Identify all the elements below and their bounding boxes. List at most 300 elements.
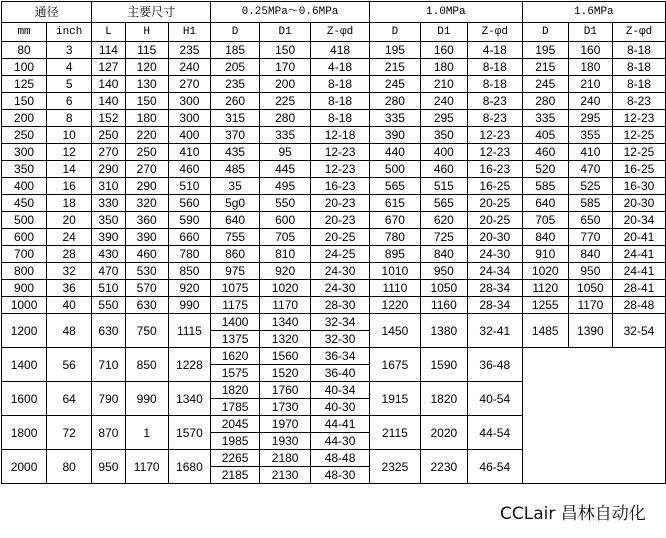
table-cell: 1175: [211, 297, 260, 314]
table-cell: 270: [168, 76, 210, 93]
table-cell: 32-34: [311, 314, 370, 331]
table-cell: 360: [125, 212, 168, 229]
table-cell: 410: [168, 144, 210, 161]
table-cell: 445: [260, 161, 311, 178]
table-row: [2, 127, 666, 144]
table-cell: 700: [2, 246, 47, 263]
table-cell: 1915: [369, 382, 420, 416]
table-cell: 600: [2, 229, 47, 246]
table-cell: 1115: [168, 314, 210, 348]
table-cell: 705: [260, 229, 311, 246]
table-row: [2, 297, 666, 314]
table-cell: 570: [125, 280, 168, 297]
table-cell: 320: [125, 195, 168, 212]
header-pressure-mid: 1.0MPa: [369, 2, 522, 23]
table-cell: 770: [568, 229, 612, 246]
table-cell: 28: [47, 246, 92, 263]
table-cell: 260: [211, 93, 260, 110]
table-cell: 8-18: [311, 76, 370, 93]
table-cell: 28-34: [467, 280, 522, 297]
table-cell: 1680: [168, 450, 210, 484]
table-cell: 640: [522, 195, 568, 212]
table-row: [2, 280, 666, 297]
table-cell: 215: [369, 59, 420, 76]
table-cell: 1170: [260, 297, 311, 314]
table-cell: 920: [260, 263, 311, 280]
table-cell: 8-23: [467, 110, 522, 127]
table-cell: 1785: [211, 399, 260, 416]
table-cell: 24-30: [311, 280, 370, 297]
table-cell: 115: [125, 42, 168, 59]
table-cell: 28-34: [467, 297, 522, 314]
table-cell: 152: [92, 110, 125, 127]
empty-cell: [522, 348, 665, 484]
table-cell: 350: [92, 212, 125, 229]
table-row: [2, 42, 666, 59]
table-cell: 590: [168, 212, 210, 229]
table-cell: 1380: [420, 314, 467, 348]
table-cell: 95: [260, 144, 311, 161]
table-cell: 44-41: [311, 416, 370, 433]
table-cell: 20-25: [467, 195, 522, 212]
table-cell: 860: [211, 246, 260, 263]
table-cell: 470: [568, 161, 612, 178]
table-cell: 225: [260, 93, 311, 110]
table-cell: 2185: [211, 467, 260, 484]
table-cell: 44-30: [311, 433, 370, 450]
table-cell: 245: [369, 76, 420, 93]
table-row: [2, 76, 666, 93]
table-row: [2, 348, 666, 365]
table-cell: 390: [92, 229, 125, 246]
table-row: [2, 314, 666, 331]
table-cell: 1020: [522, 263, 568, 280]
table-cell: 290: [125, 178, 168, 195]
table-cell: 1390: [568, 314, 612, 348]
table-cell: 12-23: [311, 144, 370, 161]
table-cell: 80: [2, 42, 47, 59]
table-cell: 900: [2, 280, 47, 297]
table-cell: 850: [125, 348, 168, 382]
table-cell: 390: [369, 127, 420, 144]
table-cell: 1820: [211, 382, 260, 399]
table-cell: 630: [125, 297, 168, 314]
table-cell: 2020: [420, 416, 467, 450]
table-cell: 550: [260, 195, 311, 212]
table-cell: 24-30: [311, 263, 370, 280]
table-cell: 8-18: [612, 59, 665, 76]
table-cell: 300: [168, 93, 210, 110]
valve-dimension-table: [1, 1, 666, 484]
table-cell: 485: [211, 161, 260, 178]
table-cell: 1600: [2, 382, 47, 416]
table-cell: 510: [92, 280, 125, 297]
table-cell: 495: [260, 178, 311, 195]
table-cell: 335: [522, 110, 568, 127]
table-cell: 1: [125, 416, 168, 450]
table-cell: 64: [47, 382, 92, 416]
table-cell: 585: [522, 178, 568, 195]
table-cell: 48-48: [311, 450, 370, 467]
table-cell: 48-30: [311, 467, 370, 484]
table-cell: 5g0: [211, 195, 260, 212]
table-cell: 36-48: [467, 348, 522, 382]
table-cell: 8-18: [311, 110, 370, 127]
table-cell: 810: [260, 246, 311, 263]
column-header: D1: [420, 23, 467, 42]
table-cell: 150: [2, 93, 47, 110]
table-cell: 36: [47, 280, 92, 297]
table-cell: 840: [568, 246, 612, 263]
table-cell: 1020: [260, 280, 311, 297]
table-cell: 418: [311, 42, 370, 59]
table-cell: 20-41: [612, 229, 665, 246]
table-cell: 12-23: [612, 110, 665, 127]
table-cell: 40: [47, 297, 92, 314]
table-cell: 24-41: [612, 246, 665, 263]
column-header: mm: [2, 23, 47, 42]
table-row: [2, 161, 666, 178]
table-cell: 895: [369, 246, 420, 263]
table-cell: 140: [92, 93, 125, 110]
table-cell: 16: [47, 178, 92, 195]
column-header: Z-φd: [467, 23, 522, 42]
table-cell: 280: [369, 93, 420, 110]
table-cell: 470: [92, 263, 125, 280]
table-cell: 725: [420, 229, 467, 246]
table-cell: 430: [92, 246, 125, 263]
table-cell: 460: [522, 144, 568, 161]
table-cell: 1228: [168, 348, 210, 382]
table-cell: 460: [125, 246, 168, 263]
table-cell: 80: [47, 450, 92, 484]
header-pressure-high: 1.6MPa: [522, 2, 665, 23]
table-cell: 950: [92, 450, 125, 484]
table-cell: 150: [125, 93, 168, 110]
table-row: [2, 229, 666, 246]
table-cell: 620: [420, 212, 467, 229]
column-header: D: [522, 23, 568, 42]
table-cell: 18: [47, 195, 92, 212]
table-cell: 210: [420, 76, 467, 93]
table-cell: 1575: [211, 365, 260, 382]
table-cell: 750: [125, 314, 168, 348]
table-cell: 515: [420, 178, 467, 195]
table-cell: 650: [568, 212, 612, 229]
column-header: H1: [168, 23, 210, 42]
table-cell: 4-18: [311, 59, 370, 76]
table-cell: 1170: [568, 297, 612, 314]
column-header: L: [92, 23, 125, 42]
table-cell: 1560: [260, 348, 311, 365]
table-cell: 1620: [211, 348, 260, 365]
table-cell: 1340: [260, 314, 311, 331]
table-cell: 1110: [369, 280, 420, 297]
table-cell: 240: [568, 93, 612, 110]
table-cell: 170: [260, 59, 311, 76]
table-cell: 8-18: [612, 76, 665, 93]
table-cell: 4-18: [467, 42, 522, 59]
table-cell: 10: [47, 127, 92, 144]
table-cell: 705: [522, 212, 568, 229]
table-cell: 24-34: [467, 263, 522, 280]
table-cell: 315: [211, 110, 260, 127]
table-cell: 114: [92, 42, 125, 59]
table-cell: 460: [168, 161, 210, 178]
table-cell: 1050: [568, 280, 612, 297]
table-cell: 20-23: [311, 195, 370, 212]
table-cell: 72: [47, 416, 92, 450]
table-cell: 350: [420, 127, 467, 144]
table-cell: 565: [420, 195, 467, 212]
table-row: [2, 110, 666, 127]
table-cell: 400: [168, 127, 210, 144]
table-cell: 130: [125, 76, 168, 93]
table-cell: 1930: [260, 433, 311, 450]
table-cell: 32-30: [311, 331, 370, 348]
table-cell: 12-18: [311, 127, 370, 144]
table-cell: 180: [125, 110, 168, 127]
column-header: Z-φd: [311, 23, 370, 42]
table-cell: 40-54: [467, 382, 522, 416]
table-row: [2, 195, 666, 212]
table-cell: 5: [47, 76, 92, 93]
table-cell: 280: [522, 93, 568, 110]
table-cell: 550: [92, 297, 125, 314]
table-cell: 195: [522, 42, 568, 59]
table-cell: 280: [260, 110, 311, 127]
table-cell: 125: [2, 76, 47, 93]
table-cell: 410: [568, 144, 612, 161]
table-cell: 460: [420, 161, 467, 178]
table-cell: 870: [92, 416, 125, 450]
table-cell: 20-25: [311, 229, 370, 246]
table-cell: 20-30: [612, 195, 665, 212]
table-cell: 2325: [369, 450, 420, 484]
table-cell: 500: [369, 161, 420, 178]
table-cell: 780: [168, 246, 210, 263]
table-cell: 1375: [211, 331, 260, 348]
table-cell: 185: [211, 42, 260, 59]
table-cell: 235: [168, 42, 210, 59]
table-row: [2, 246, 666, 263]
table-cell: 8-18: [612, 42, 665, 59]
column-header: H: [125, 23, 168, 42]
table-cell: 1010: [369, 263, 420, 280]
table-cell: 235: [211, 76, 260, 93]
table-cell: 2130: [260, 467, 311, 484]
table-cell: 2265: [211, 450, 260, 467]
table-row: [2, 178, 666, 195]
table-cell: 8-18: [467, 59, 522, 76]
header-pressure-low: 0.25MPa～0.6MPa: [211, 2, 370, 23]
table-cell: 310: [92, 178, 125, 195]
table-row: [2, 263, 666, 280]
table-cell: 950: [568, 263, 612, 280]
table-cell: 615: [369, 195, 420, 212]
table-cell: 1220: [369, 297, 420, 314]
table-row: [2, 212, 666, 229]
table-cell: 390: [125, 229, 168, 246]
table-cell: 24-41: [612, 263, 665, 280]
table-cell: 1760: [260, 382, 311, 399]
table-cell: 910: [522, 246, 568, 263]
table-cell: 520: [522, 161, 568, 178]
table-cell: 790: [92, 382, 125, 416]
table-cell: 710: [92, 348, 125, 382]
table-cell: 1485: [522, 314, 568, 348]
table-row: [2, 59, 666, 76]
table-cell: 48: [47, 314, 92, 348]
table-cell: 40-34: [311, 382, 370, 399]
table-cell: 250: [92, 127, 125, 144]
table-cell: 160: [420, 42, 467, 59]
table-cell: 3: [47, 42, 92, 59]
table-cell: 12: [47, 144, 92, 161]
table-cell: 560: [168, 195, 210, 212]
column-header: D1: [568, 23, 612, 42]
watermark-logo: CCLair 昌林自动化: [494, 503, 650, 525]
table-cell: 2180: [260, 450, 311, 467]
table-cell: 28-41: [612, 280, 665, 297]
table-cell: 1675: [369, 348, 420, 382]
table-cell: 20-25: [467, 212, 522, 229]
table-cell: 32-54: [612, 314, 665, 348]
table-cell: 32-41: [467, 314, 522, 348]
table-cell: 920: [168, 280, 210, 297]
table-cell: 8-18: [311, 93, 370, 110]
table-cell: 36-34: [311, 348, 370, 365]
table-cell: 400: [420, 144, 467, 161]
table-cell: 640: [211, 212, 260, 229]
table-cell: 440: [369, 144, 420, 161]
table-cell: 8: [47, 110, 92, 127]
table-cell: 46-54: [467, 450, 522, 484]
table-cell: 800: [2, 263, 47, 280]
table-cell: 180: [420, 59, 467, 76]
header-nominal-size: 通径: [2, 2, 92, 23]
table-cell: 1590: [420, 348, 467, 382]
column-header: Z-φd: [612, 23, 665, 42]
table-cell: 16-25: [467, 178, 522, 195]
table-cell: 1320: [260, 331, 311, 348]
table-cell: 20-23: [311, 212, 370, 229]
table-cell: 2045: [211, 416, 260, 433]
table-cell: 600: [260, 212, 311, 229]
table-cell: 100: [2, 59, 47, 76]
table-cell: 1820: [420, 382, 467, 416]
table-cell: 780: [369, 229, 420, 246]
table-cell: 370: [211, 127, 260, 144]
table-cell: 12-25: [612, 127, 665, 144]
table-cell: 405: [522, 127, 568, 144]
table-cell: 12-25: [612, 144, 665, 161]
table-cell: 12-23: [311, 161, 370, 178]
table-cell: 32: [47, 263, 92, 280]
table-cell: 400: [2, 178, 47, 195]
table-cell: 127: [92, 59, 125, 76]
table-cell: 250: [125, 144, 168, 161]
column-header: D: [369, 23, 420, 42]
table-cell: 990: [125, 382, 168, 416]
table-cell: 140: [92, 76, 125, 93]
table-cell: 35: [211, 178, 260, 195]
table-cell: 8-23: [612, 93, 665, 110]
table-cell: 295: [568, 110, 612, 127]
table-cell: 240: [420, 93, 467, 110]
table-cell: 40-30: [311, 399, 370, 416]
column-header-row: [2, 23, 666, 42]
table-cell: 950: [420, 263, 467, 280]
table-cell: 16-25: [612, 161, 665, 178]
table-cell: 1255: [522, 297, 568, 314]
table-cell: 24-30: [467, 246, 522, 263]
table-cell: 1400: [211, 314, 260, 331]
table-cell: 28-48: [612, 297, 665, 314]
table-cell: 16-23: [467, 161, 522, 178]
table-cell: 16-23: [311, 178, 370, 195]
table-cell: 1450: [369, 314, 420, 348]
table-cell: 270: [125, 161, 168, 178]
table-cell: 12-23: [467, 127, 522, 144]
table-cell: 28-30: [311, 297, 370, 314]
table-cell: 210: [568, 76, 612, 93]
table-cell: 36-40: [311, 365, 370, 382]
table-cell: 850: [168, 263, 210, 280]
table-cell: 2115: [369, 416, 420, 450]
table-cell: 840: [420, 246, 467, 263]
table-cell: 355: [568, 127, 612, 144]
table-cell: 250: [2, 127, 47, 144]
table-cell: 565: [369, 178, 420, 195]
table-cell: 1075: [211, 280, 260, 297]
table-cell: 24: [47, 229, 92, 246]
table-cell: 335: [260, 127, 311, 144]
table-cell: 8-18: [467, 76, 522, 93]
group-header-row: [2, 2, 666, 23]
table-cell: 1160: [420, 297, 467, 314]
table-cell: 1340: [168, 382, 210, 416]
table-cell: 20: [47, 212, 92, 229]
table-cell: 290: [92, 161, 125, 178]
table-cell: 4: [47, 59, 92, 76]
table-row: [2, 93, 666, 110]
table-cell: 525: [568, 178, 612, 195]
table-cell: 330: [92, 195, 125, 212]
table-cell: 150: [260, 42, 311, 59]
table-cell: 180: [568, 59, 612, 76]
table-cell: 755: [211, 229, 260, 246]
table-cell: 450: [2, 195, 47, 212]
header-main-dimensions: 主要尺寸: [92, 2, 211, 23]
table-cell: 350: [2, 161, 47, 178]
table-cell: 2000: [2, 450, 47, 484]
table-cell: 335: [369, 110, 420, 127]
table-cell: 1000: [2, 297, 47, 314]
table-cell: 300: [2, 144, 47, 161]
table-cell: 200: [260, 76, 311, 93]
column-header: inch: [47, 23, 92, 42]
table-cell: 12-23: [467, 144, 522, 161]
table-cell: 56: [47, 348, 92, 382]
table-cell: 990: [168, 297, 210, 314]
table-cell: 120: [125, 59, 168, 76]
table-cell: 300: [168, 110, 210, 127]
table-cell: 270: [92, 144, 125, 161]
table-cell: 435: [211, 144, 260, 161]
table-cell: 24-25: [311, 246, 370, 263]
table-cell: 1050: [420, 280, 467, 297]
